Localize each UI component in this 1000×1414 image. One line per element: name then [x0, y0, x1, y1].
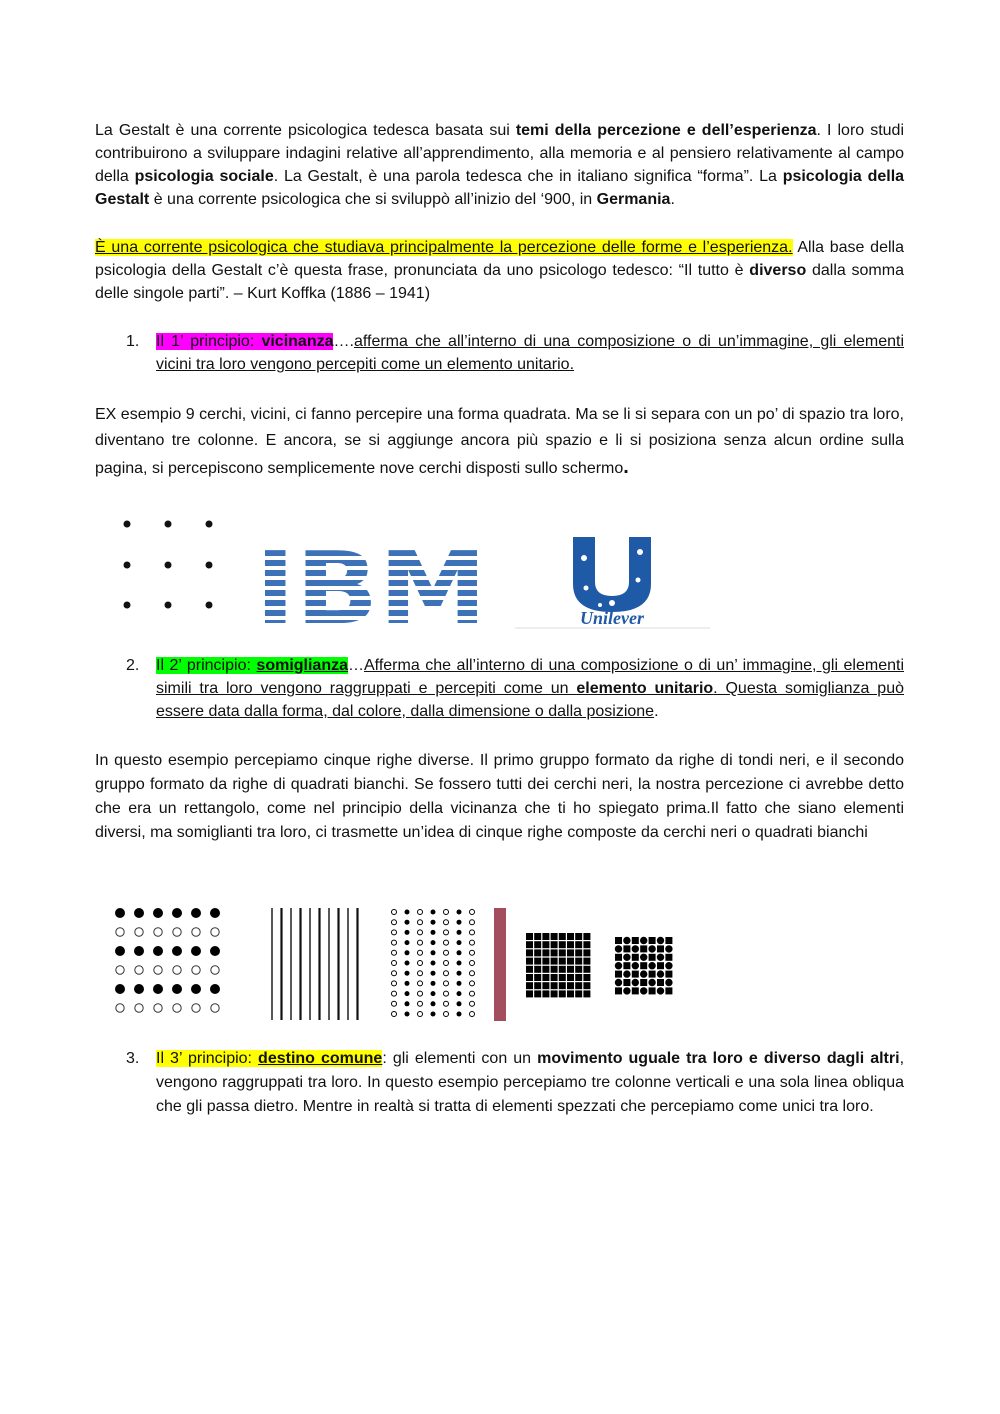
- bold-run: diverso: [749, 262, 807, 279]
- hollow-circle: [135, 1004, 143, 1012]
- filled-dot: [431, 991, 436, 996]
- text-run: . La Gestalt, è una parola tedesca che in italiano significa “forma”. La: [273, 168, 783, 185]
- square-cell: [657, 962, 664, 969]
- hollow-dot: [392, 991, 397, 996]
- filled-dot: [457, 981, 462, 986]
- filled-circle: [134, 946, 144, 956]
- hollow-circle: [173, 1004, 181, 1012]
- bold-run: movimento uguale tra loro e diverso dagli altri: [537, 1050, 900, 1067]
- hollow-circle: [135, 928, 143, 936]
- bold-run: elemento unitario: [576, 680, 714, 697]
- dot: [124, 602, 131, 609]
- square-cell: [632, 954, 639, 961]
- square-cell: [623, 979, 630, 986]
- heading-text: Il 2’ principio:: [156, 657, 257, 674]
- filled-dot: [405, 961, 410, 966]
- hollow-dot: [470, 981, 475, 986]
- square-cell: [534, 949, 541, 956]
- dot: [165, 602, 172, 609]
- filled-circle: [191, 946, 201, 956]
- square-cell: [542, 949, 549, 956]
- hollow-dot: [444, 940, 449, 945]
- filled-dot: [431, 920, 436, 925]
- square-cell: [542, 941, 549, 948]
- list-number: 3.: [126, 1050, 140, 1067]
- filled-circle: [172, 908, 182, 918]
- similarity-paragraph: [95, 749, 904, 845]
- hollow-dot: [418, 971, 423, 976]
- square-cell: [567, 974, 574, 981]
- hollow-dot: [392, 910, 397, 915]
- hollow-circle: [192, 966, 200, 974]
- principle-definition: afferma che all’interno di una composizione o di un’immagine, gli elementi vicini tra loro vengono percepiti come un elemento unitario.: [156, 333, 904, 373]
- principle-name: destino comune: [258, 1050, 383, 1067]
- square-cell: [632, 987, 639, 994]
- square-cell: [551, 966, 558, 973]
- hollow-circle: [154, 1004, 162, 1012]
- filled-dot: [457, 950, 462, 955]
- dot: [206, 602, 213, 609]
- dot: [165, 521, 172, 528]
- filled-circle: [172, 946, 182, 956]
- filled-circle: [134, 908, 144, 918]
- dot: [124, 521, 131, 528]
- square-cell: [567, 982, 574, 989]
- similarity-figure: [108, 902, 688, 1027]
- text-run: : gli elementi con un: [382, 1050, 538, 1067]
- square-cell: [575, 933, 582, 940]
- ibm-logo: [255, 530, 487, 635]
- filled-circle: [210, 908, 220, 918]
- filled-dot: [457, 940, 462, 945]
- filled-dot: [457, 930, 462, 935]
- text-run: dalla somma delle singole parti”. – Kurt Koffka (1886 – 1941): [95, 262, 904, 302]
- hollow-dot: [444, 991, 449, 996]
- square-cell: [542, 966, 549, 973]
- square-cell: [559, 990, 566, 997]
- filled-dot: [431, 930, 436, 935]
- square-cell: [657, 945, 664, 952]
- square-cell: [632, 971, 639, 978]
- filled-dot: [431, 910, 436, 915]
- filled-circle: [210, 946, 220, 956]
- square-cell: [583, 974, 590, 981]
- hollow-dot: [418, 940, 423, 945]
- filled-circle: [153, 984, 163, 994]
- square-cell: [567, 949, 574, 956]
- filled-dot: [405, 991, 410, 996]
- square-cell: [583, 933, 590, 940]
- square-cell: [526, 949, 533, 956]
- circle-cell: [615, 979, 622, 986]
- hollow-circle: [116, 1004, 124, 1012]
- hollow-circle: [116, 928, 124, 936]
- unilever-logo: [515, 537, 710, 628]
- filled-circle: [172, 984, 182, 994]
- square-cell: [640, 979, 647, 986]
- list-number: 1.: [126, 333, 140, 350]
- circle-cell: [657, 954, 664, 961]
- square-cell: [559, 933, 566, 940]
- principle-name: somiglianza: [256, 657, 348, 674]
- circle-cell: [657, 937, 664, 944]
- filled-dot: [457, 1012, 462, 1017]
- definition-paragraph: [95, 236, 904, 305]
- intro-paragraph: [95, 119, 904, 211]
- bold-period: .: [623, 456, 629, 478]
- hollow-dot: [444, 950, 449, 955]
- divider-bar: [494, 908, 506, 1021]
- hollow-dot: [470, 940, 475, 945]
- hollow-dot: [444, 930, 449, 935]
- ibm-logo-text: IBM: [255, 530, 487, 635]
- filled-dot: [405, 920, 410, 925]
- text-run: In questo esempio percepiamo cinque righe diverse. Il primo gruppo formato da righe di tondi neri, e il secondo gruppo formato da righe di quadrati bianchi. Se fossero tutti dei cerchi neri, la nostra percezione ci avrebbe detto che era un rettangolo, come nel principio della vicinanza che ti ho spiegato prima.Il fatto che siano elementi diversi, ma somiglianti tra loro, ci trasmette un’idea di cinque righe composte da cerchi neri o quadrati bianchi: [95, 752, 904, 841]
- hollow-dot: [392, 961, 397, 966]
- square-cell: [575, 949, 582, 956]
- list-number: 2.: [126, 657, 140, 674]
- filled-dot: [457, 971, 462, 976]
- filled-dot: [431, 1001, 436, 1006]
- square-cell: [526, 958, 533, 965]
- filled-dot: [405, 1012, 410, 1017]
- proximity-svg: [110, 510, 720, 635]
- list-item-somiglianza: [95, 654, 904, 723]
- circle-cell: [632, 979, 639, 986]
- square-cell: [615, 971, 622, 978]
- hollow-dot: [470, 991, 475, 996]
- filled-dot: [431, 1012, 436, 1017]
- square-cell: [526, 966, 533, 973]
- square-cell: [551, 958, 558, 965]
- square-cell: [583, 990, 590, 997]
- ellipsis: ….: [333, 333, 354, 350]
- square-cell: [575, 941, 582, 948]
- filled-dot: [431, 981, 436, 986]
- list-item-destino-comune: [95, 1047, 904, 1119]
- square-cell: [567, 966, 574, 973]
- square-cell: [567, 941, 574, 948]
- square-cell: [542, 958, 549, 965]
- square-cell: [632, 937, 639, 944]
- filled-dot: [405, 940, 410, 945]
- hollow-dot: [392, 1001, 397, 1006]
- square-cell: [615, 987, 622, 994]
- circle-cell: [623, 937, 630, 944]
- filled-dot: [457, 991, 462, 996]
- circle-cell: [648, 962, 655, 969]
- text-run: .: [670, 191, 675, 208]
- filled-circle: [153, 908, 163, 918]
- hollow-circle: [173, 928, 181, 936]
- hollow-dot: [418, 981, 423, 986]
- square-cell: [542, 982, 549, 989]
- filled-dot: [431, 940, 436, 945]
- square-cell: [551, 941, 558, 948]
- square-cell: [551, 974, 558, 981]
- unilever-wordmark: Unilever: [580, 608, 644, 628]
- square-cell: [615, 954, 622, 961]
- circle-cell: [623, 970, 630, 977]
- hollow-circle: [154, 928, 162, 936]
- square-cell: [583, 941, 590, 948]
- square-cell: [567, 958, 574, 965]
- dot: [124, 562, 131, 569]
- square-cell: [534, 958, 541, 965]
- square-cell: [640, 962, 647, 969]
- square-cell: [526, 933, 533, 940]
- bold-run: Germania: [596, 191, 671, 208]
- square-cell: [575, 974, 582, 981]
- example-paragraph: [95, 402, 904, 482]
- square-cell: [575, 990, 582, 997]
- hollow-dot: [418, 950, 423, 955]
- heading-text: Il 1’ principio:: [156, 333, 262, 350]
- hollow-circle: [211, 966, 219, 974]
- dot: [165, 562, 172, 569]
- filled-circle: [210, 984, 220, 994]
- square-cell: [640, 945, 647, 952]
- square-cell: [551, 982, 558, 989]
- principle-heading: [156, 1050, 382, 1067]
- hollow-dot: [470, 1012, 475, 1017]
- filled-dot: [405, 971, 410, 976]
- square-cell: [583, 982, 590, 989]
- ellipsis: …: [348, 657, 364, 674]
- square-cell: [559, 958, 566, 965]
- circle-cell: [657, 970, 664, 977]
- filled-dot: [405, 910, 410, 915]
- circle-cell: [640, 970, 647, 977]
- circle-cell: [657, 987, 664, 994]
- square-cell: [665, 987, 672, 994]
- highlighted-sentence: È una corrente psicologica che studiava principalmente la percezione delle forme e l’esperienza.: [95, 239, 793, 256]
- hollow-dot: [470, 1001, 475, 1006]
- dot: [206, 521, 213, 528]
- hollow-circle: [116, 966, 124, 974]
- square-cell: [526, 974, 533, 981]
- square-cell: [551, 949, 558, 956]
- circle-cell: [640, 954, 647, 961]
- principle-definition: Afferma che all’interno di una composizione o di un’ immagine, gli elementi simili tra loro vengono raggruppati e percepiti come un: [156, 657, 904, 697]
- square-cell: [559, 974, 566, 981]
- circle-cell: [665, 945, 672, 952]
- circle-cell: [648, 945, 655, 952]
- principle-name: vicinanza: [261, 333, 334, 350]
- proximity-figure: [110, 510, 720, 635]
- square-cell: [657, 979, 664, 986]
- square-cell: [542, 990, 549, 997]
- hollow-dot: [392, 920, 397, 925]
- hollow-dot: [470, 950, 475, 955]
- text-run: . I loro studi contribuirono a sviluppare indagini relative all’apprendimento, alla memoria e al pensiero relativamente al campo della: [95, 122, 905, 185]
- principle-definition: . Questa somiglianza può essere data dalla forma, dal colore, dalla dimensione o dalla posizione: [156, 680, 904, 720]
- square-cell: [534, 966, 541, 973]
- square-cell: [567, 990, 574, 997]
- text-run: è una corrente psicologica che si sviluppò all’inizio del ‘900, in: [149, 191, 597, 208]
- nine-dots-grid: [124, 521, 213, 609]
- square-cell: [559, 949, 566, 956]
- circle-cell: [615, 962, 622, 969]
- bold-run: psicologia sociale: [134, 168, 274, 185]
- hollow-dot: [418, 1001, 423, 1006]
- square-cell: [551, 933, 558, 940]
- bold-run: psicologia della Gestalt: [95, 168, 905, 208]
- hollow-dot: [418, 930, 423, 935]
- square-cell: [583, 949, 590, 956]
- square-cell: [649, 987, 656, 994]
- filled-circle: [115, 984, 125, 994]
- circle-cell: [623, 987, 630, 994]
- dot: [206, 562, 213, 569]
- hollow-dot: [418, 961, 423, 966]
- bold-run: temi della percezione e dell’esperienza: [515, 122, 817, 139]
- circle-cell: [665, 962, 672, 969]
- hollow-dot: [392, 930, 397, 935]
- filled-dot: [457, 1001, 462, 1006]
- square-cell: [526, 941, 533, 948]
- period: .: [654, 703, 659, 720]
- square-cell: [665, 954, 672, 961]
- filled-dot: [457, 920, 462, 925]
- square-cell: [526, 990, 533, 997]
- hollow-circle: [154, 966, 162, 974]
- filled-dot: [431, 971, 436, 976]
- hollow-dot: [392, 940, 397, 945]
- text-run: La Gestalt è una corrente psicologica tedesca basata sui: [95, 122, 516, 139]
- filled-circle: [191, 984, 201, 994]
- square-cell: [615, 937, 622, 944]
- filled-dot: [457, 910, 462, 915]
- square-cell: [534, 941, 541, 948]
- hollow-dot: [444, 920, 449, 925]
- hollow-dot: [444, 981, 449, 986]
- circle-cell: [665, 979, 672, 986]
- hollow-dot: [444, 961, 449, 966]
- hollow-dot: [392, 1012, 397, 1017]
- square-cell: [583, 958, 590, 965]
- hollow-circle: [173, 966, 181, 974]
- hollow-dot: [470, 920, 475, 925]
- hollow-circle: [192, 1004, 200, 1012]
- hollow-dot: [444, 971, 449, 976]
- hollow-dot: [392, 950, 397, 955]
- hollow-dot: [392, 971, 397, 976]
- square-cell: [559, 966, 566, 973]
- circle-cell: [632, 962, 639, 969]
- square-cell: [526, 982, 533, 989]
- square-cell: [534, 933, 541, 940]
- square-cell: [623, 962, 630, 969]
- hollow-dot: [444, 1001, 449, 1006]
- list-item-vicinanza: [95, 330, 904, 376]
- hollow-dot: [470, 930, 475, 935]
- hollow-dot: [470, 910, 475, 915]
- square-cell: [665, 937, 672, 944]
- square-cell: [575, 958, 582, 965]
- square-cell: [649, 954, 656, 961]
- hollow-dot: [444, 910, 449, 915]
- square-cell: [551, 990, 558, 997]
- hollow-dot: [470, 971, 475, 976]
- square-cell: [649, 971, 656, 978]
- filled-dot: [405, 930, 410, 935]
- text-run: , vengono raggruppati tra loro. In questo esempio percepiamo tre colonne verticali e una sola linea obliqua che gli passa dietro. Mentre in realtà si tratta di elementi spezzati che percepiamo come unici tra loro.: [156, 1050, 905, 1115]
- circle-cell: [640, 937, 647, 944]
- filled-circle: [191, 908, 201, 918]
- square-cell: [567, 933, 574, 940]
- principle-heading: [156, 657, 348, 674]
- hollow-circle: [211, 1004, 219, 1012]
- filled-dot: [431, 961, 436, 966]
- square-cell: [575, 966, 582, 973]
- filled-dot: [405, 981, 410, 986]
- square-cell: [623, 945, 630, 952]
- hollow-dot: [470, 961, 475, 966]
- square-cell: [559, 941, 566, 948]
- circle-cell: [632, 945, 639, 952]
- heading-text: Il 3’ principio:: [156, 1050, 259, 1067]
- hollow-dot: [418, 991, 423, 996]
- filled-circle: [115, 908, 125, 918]
- filled-dot: [431, 950, 436, 955]
- circle-cell: [615, 945, 622, 952]
- hollow-circle: [135, 966, 143, 974]
- circle-cell: [640, 987, 647, 994]
- hollow-dot: [418, 910, 423, 915]
- circle-cell: [648, 979, 655, 986]
- filled-circle: [153, 946, 163, 956]
- square-cell: [665, 971, 672, 978]
- square-cell: [534, 990, 541, 997]
- hollow-circle: [192, 928, 200, 936]
- square-cell: [542, 974, 549, 981]
- hollow-dot: [418, 1012, 423, 1017]
- principle-heading: [156, 333, 333, 350]
- filled-dot: [405, 1001, 410, 1006]
- filled-circle: [115, 946, 125, 956]
- square-cell: [559, 982, 566, 989]
- filled-dot: [457, 961, 462, 966]
- square-cell: [542, 933, 549, 940]
- hollow-dot: [418, 920, 423, 925]
- square-cell: [575, 982, 582, 989]
- text-run: EX esempio 9 cerchi, vicini, ci fanno percepire una forma quadrata. Ma se li si separa con un po’ di spazio tra loro, diventano tre colonne. E ancora, se si aggiunge ancora più spazio e li si posiziona senza alcun ordine sulla pagina, si percepiscono semplicemente nove cerchi disposti sullo schermo: [95, 406, 904, 477]
- filled-circle: [134, 984, 144, 994]
- circle-cell: [623, 954, 630, 961]
- hollow-circle: [211, 928, 219, 936]
- square-cell: [534, 974, 541, 981]
- text-run: Alla base della psicologia della Gestalt c’è questa frase, pronunciata da uno psicologo tedesco: “Il tutto è: [95, 239, 904, 279]
- similarity-svg: [108, 902, 688, 1027]
- filled-dot: [405, 950, 410, 955]
- square-cell: [649, 937, 656, 944]
- square-cell: [583, 966, 590, 973]
- hollow-dot: [392, 981, 397, 986]
- hollow-dot: [444, 1012, 449, 1017]
- square-cell: [534, 982, 541, 989]
